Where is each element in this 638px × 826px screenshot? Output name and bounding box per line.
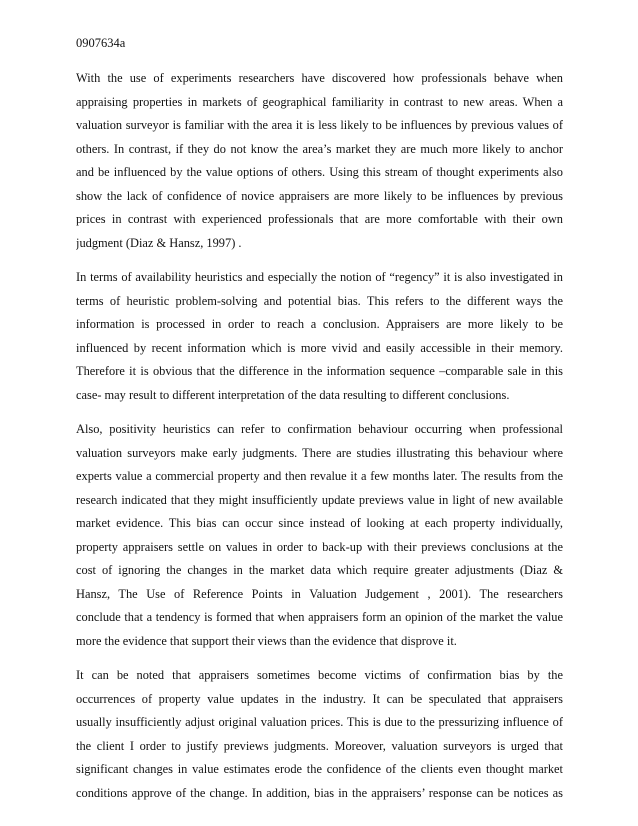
text-line: case- may result to different interpretation of the data resulting to different conclusions. xyxy=(76,387,510,402)
document-body xyxy=(76,67,563,816)
text-line: Therefore it is obvious that the difference in the information sequence –comparable sale in this xyxy=(76,364,563,378)
text-line: information is processed in order to reach a conclusion. Appraisers are more likely to be xyxy=(76,317,563,331)
text-line: and be influenced by the value options of others. Using this stream of thought experiments also xyxy=(76,165,563,179)
text-line: significant changes in value estimates erode the confidence of the clients even thought market xyxy=(76,762,563,776)
text-line: appraising properties in markets of geographical familiarity in contrast to new areas. When a xyxy=(76,94,563,109)
text-line: conditions approve of the change. In addition, bias in the appraisers’ response can be notices as xyxy=(76,785,563,800)
text-line: experts value a commercial property and then revalue it a few months later. The results from the xyxy=(76,469,563,483)
text-line: market evidence. This bias can occur since instead of looking at each property individually, xyxy=(76,516,563,530)
text-line: judgment (Diaz & Hansz, 1997) . xyxy=(76,235,242,250)
document-id-header: 0907634a xyxy=(76,36,126,50)
text-line: others. In contrast, if they do not know the area’s market they are much more likely to anchor xyxy=(76,141,563,156)
text-line: It can be noted that appraisers sometimes become victims of confirmation bias by the xyxy=(76,668,563,682)
text-line: more the evidence that support their views than the evidence that disprove it. xyxy=(76,633,457,648)
text-line: Hansz, The Use of Reference Points in Valuation Judgement , 2001). The researchers xyxy=(76,586,563,601)
text-line: valuation surveyors make early judgments. There are studies illustrating this behaviour where xyxy=(76,445,563,460)
text-line: terms of heuristic problem-solving and potential bias. This refers to the different ways the xyxy=(76,293,563,308)
paragraph xyxy=(76,266,563,407)
text-line: valuation surveyor is familiar with the area it is less likely to be influences by previous values of xyxy=(76,118,563,132)
text-line: research indicated that they might insufficiently update previews value in light of new available xyxy=(76,492,563,507)
text-line: In terms of availability heuristics and especially the notion of “regency” it is also investigated in xyxy=(76,270,563,284)
text-line: occurrences of property value updates in the industry. It can be speculated that appraisers xyxy=(76,691,563,706)
text-line: usually insufficiently adjust original valuation prices. This is due to the pressurizing influence of xyxy=(76,715,563,729)
text-line: show the lack of confidence of novice appraisers are more likely to be influences by previous xyxy=(76,188,563,203)
paragraph xyxy=(76,67,563,255)
paragraph xyxy=(76,418,563,653)
text-line: the client I order to justify previews judgments. Moreover, valuation surveyors is urged that xyxy=(76,738,563,753)
text-line: cost of ignoring the changes in the market data which require greater adjustments (Diaz & xyxy=(76,563,563,577)
text-line: influenced by recent information which is more vivid and easily accessible in their memory. xyxy=(76,340,563,355)
text-line: With the use of experiments researchers have discovered how professionals behave when xyxy=(76,71,563,85)
text-line: Also, positivity heuristics can refer to confirmation behaviour occurring when professional xyxy=(76,422,563,436)
text-line: conclude that a tendency is formed that when appraisers form an opinion of the market the value xyxy=(76,610,563,624)
paragraph xyxy=(76,664,563,805)
text-line: property appraisers settle on values in order to back-up with their previews conclusions at the xyxy=(76,539,563,554)
text-line: prices in contrast with experienced professionals that are more comfortable with their own xyxy=(76,212,563,226)
